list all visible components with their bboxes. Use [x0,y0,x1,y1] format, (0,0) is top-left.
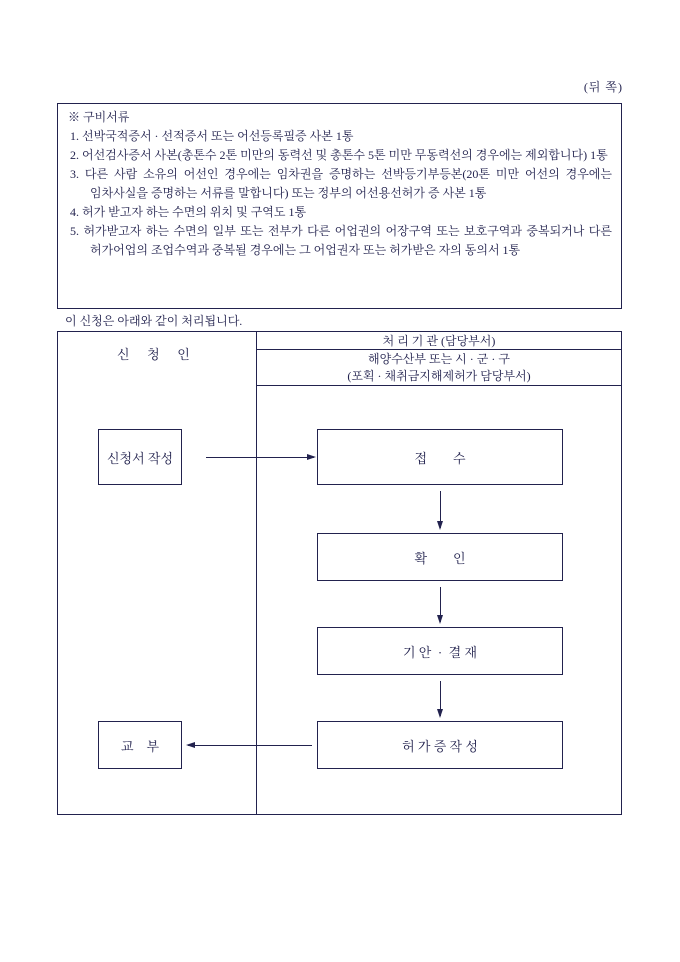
required-document-item-5: 5. 허가받고자 하는 수면의 일부 또는 전부가 다른 어업권의 어장구역 또는 보호구역과 중복되거나 다른 허가어업의 조업수역과 중복될 경우에는 그 어업권자 또는 허가받은 자의 동의서 1통 [70,224,612,257]
step-box-receipt: 접 수 [317,429,563,485]
process-intro-text: 이 신청은 아래와 같이 처리됩니다. [65,314,243,328]
step-box-draft-approval: 기 안 · 결 재 [317,627,563,675]
required-document-item-1: 1. 선박국적증서 · 선적증서 또는 어선등록필증 사본 1통 [70,129,354,143]
agency-column-subheader [257,350,621,386]
column-divider [256,332,257,814]
back-side-label: (뒤 쪽) [583,80,623,94]
arrow-receipt-to-confirmation [440,491,441,528]
required-document-item-2: 2. 어선검사증서 사본(총톤수 2톤 미만의 동력선 및 총톤수 5톤 미만 무동력선의 경우에는 제외합니다) 1통 [70,148,608,162]
agency-column-header: 처 리 기 관 (담당부서) [257,332,621,350]
arrow-draft-to-permit-creation [440,681,441,716]
step-box-application-writing: 신청서 작성 [98,429,182,485]
required-document-item-4: 4. 허가 받고자 하는 수면의 위치 및 구역도 1통 [70,205,307,219]
step-box-confirmation: 확 인 [317,533,563,581]
required-documents-title: ※ 구비서류 [68,110,130,124]
step-box-delivery: 교 부 [98,721,182,769]
required-documents-box [57,103,622,309]
agency-name-line: 해양수산부 또는 시 · 군 · 구 [368,351,510,366]
required-document-item-3: 3. 다른 사람 소유의 어선인 경우에는 임차권을 증명하는 선박등기부등본(20톤 미만 어선의 경우에는 임차사실을 증명하는 서류를 말합니다) 또는 정부의 어선용선허가 증 사본 1통 [70,167,612,200]
arrow-confirmation-to-draft [440,587,441,622]
applicant-column-header: 신 청 인 [117,347,197,362]
arrow-apply-to-receipt [206,457,314,458]
step-box-permit-creation: 허 가 증 작 성 [317,721,563,769]
agency-department-line: (포획 · 채취금지해제허가 담당부서) [347,368,531,383]
process-flow-table [57,331,622,815]
arrow-permit-creation-to-delivery [188,745,312,746]
